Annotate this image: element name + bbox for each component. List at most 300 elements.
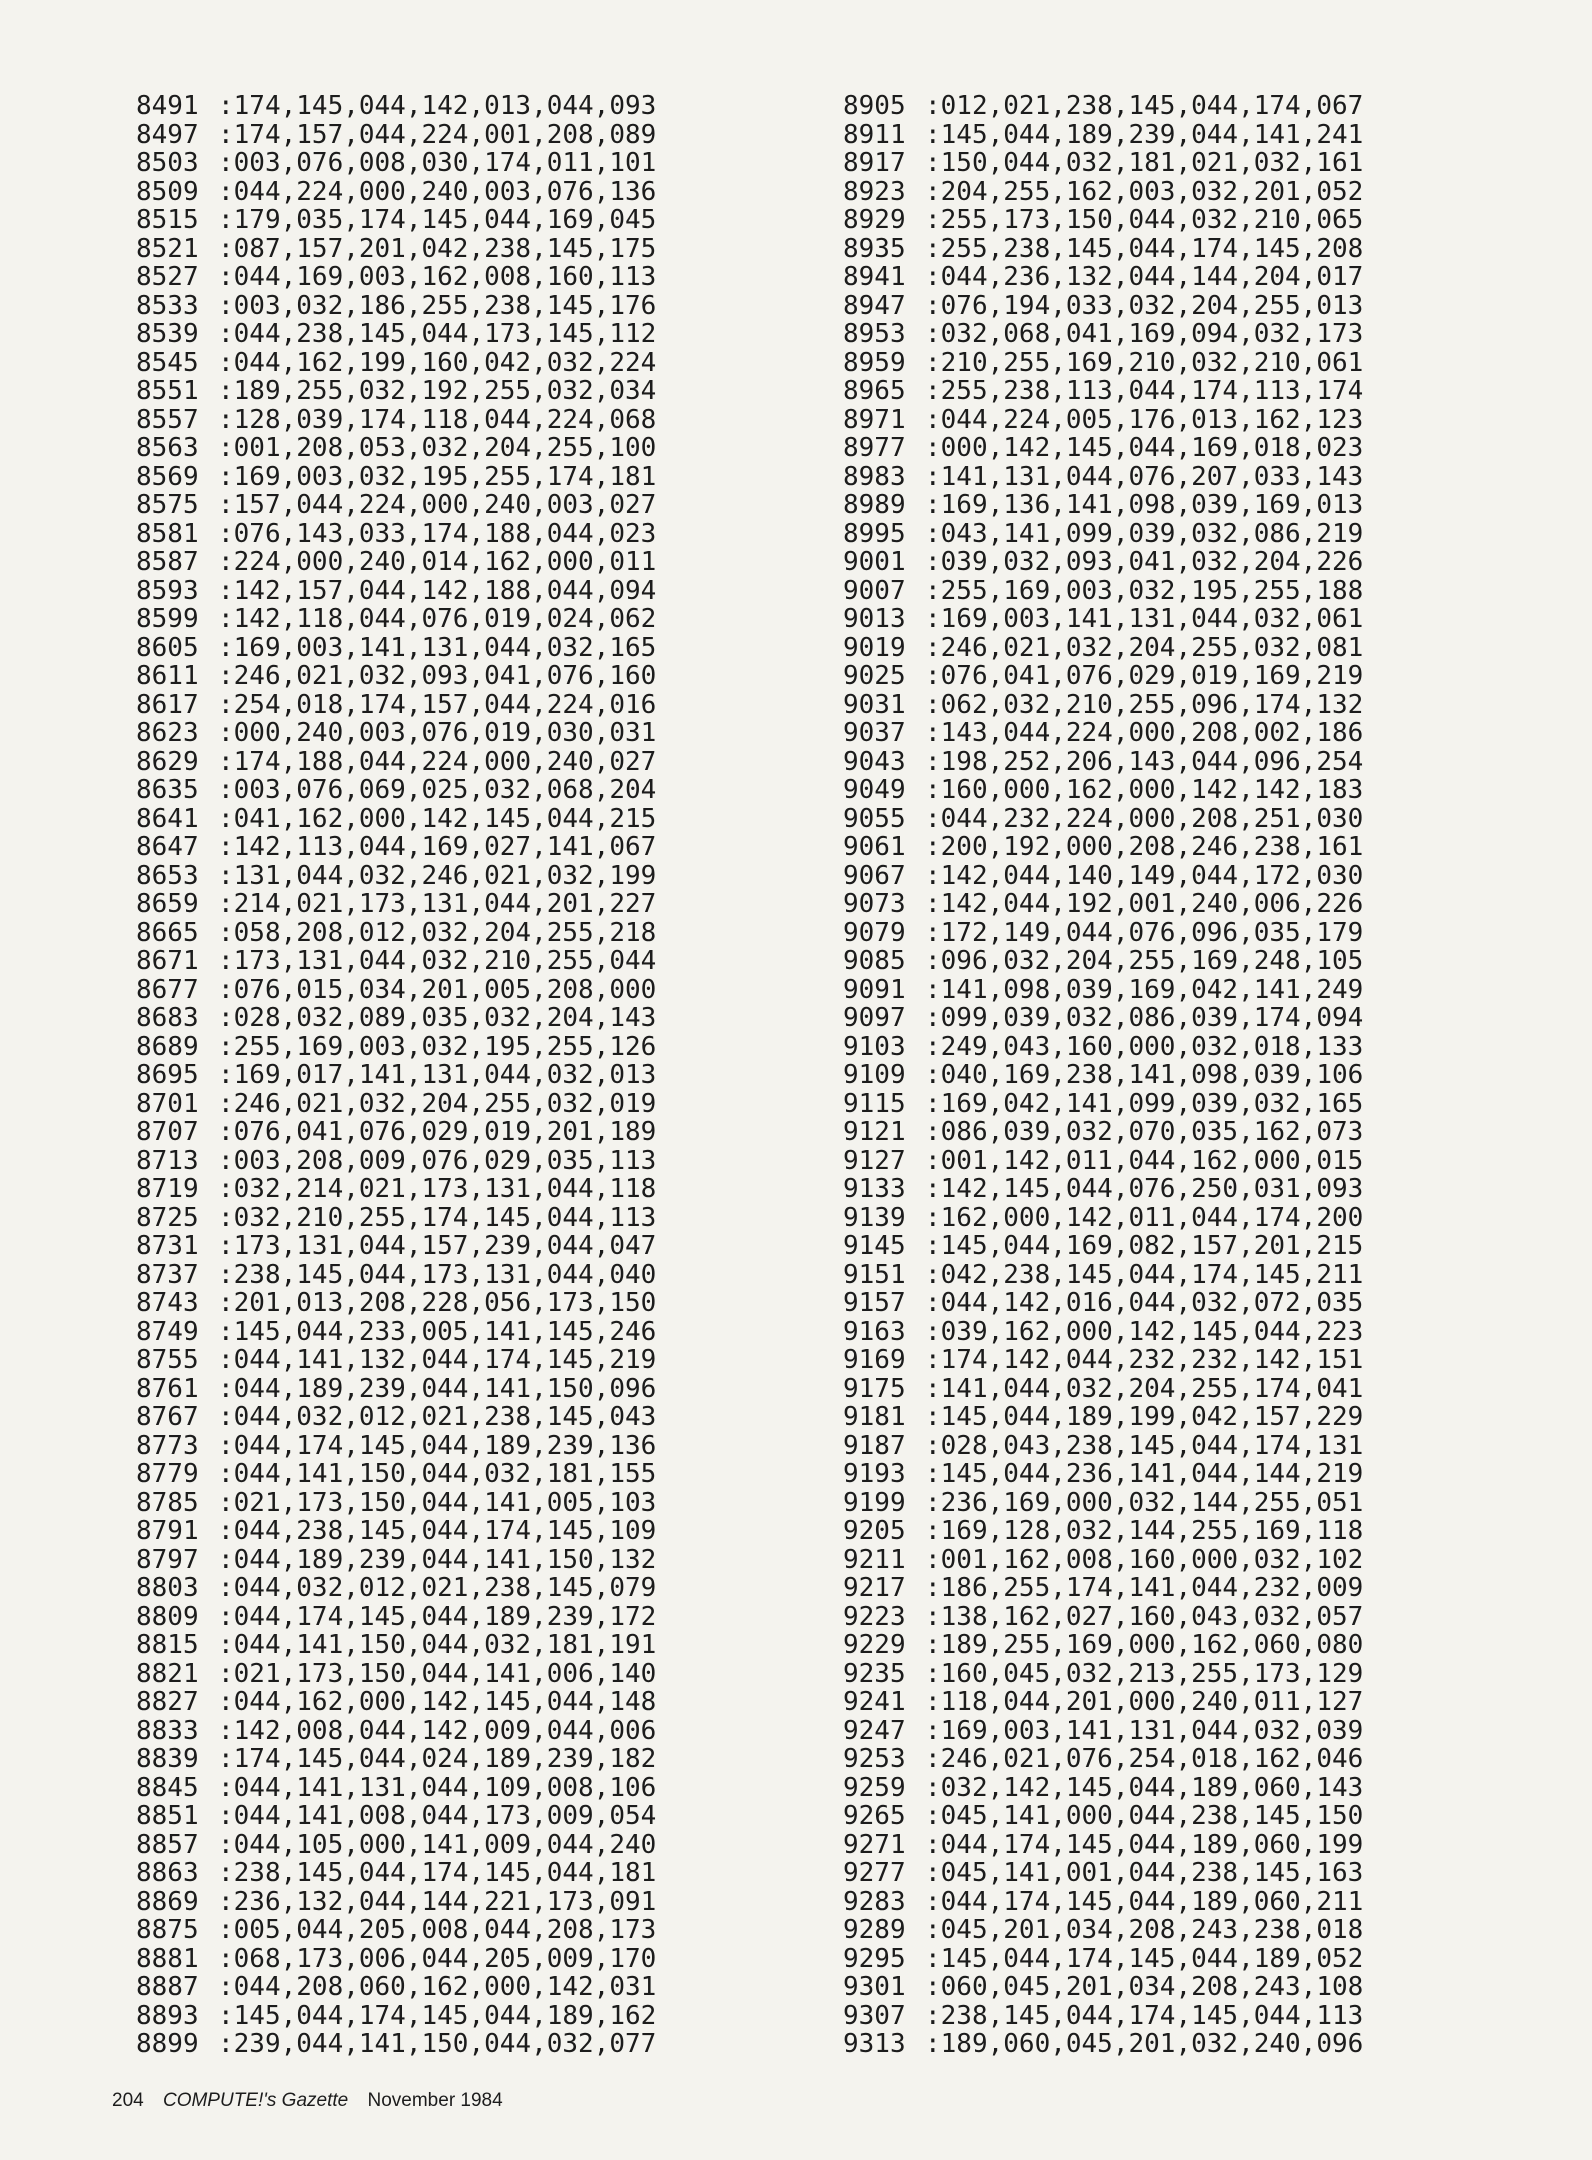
line-number: 8971 [843, 404, 906, 435]
line-number: 8659 [136, 889, 199, 919]
listing-row [843, 1289, 1363, 1318]
data-values: :068,173,006,044,205,009,170 [218, 1943, 657, 1974]
listing-row [136, 1888, 656, 1917]
page-number: 204 [112, 2090, 144, 2111]
listing-row [843, 947, 1363, 976]
data-values: :238,145,044,173,131,044,040 [218, 1259, 657, 1290]
listing-row [136, 1118, 656, 1147]
data-values: :044,141,008,044,173,009,054 [218, 1801, 657, 1831]
data-values: :255,238,145,044,174,145,208 [925, 233, 1364, 264]
data-values: :044,238,145,044,174,145,109 [218, 1516, 657, 1546]
line-number: 8743 [136, 1288, 199, 1318]
data-values: :044,141,131,044,109,008,106 [218, 1772, 657, 1803]
line-number: 9229 [843, 1630, 906, 1660]
data-values: :172,149,044,076,096,035,179 [925, 917, 1364, 948]
line-number: 8677 [136, 974, 199, 1005]
data-values: :254,018,174,157,044,224,016 [218, 689, 657, 720]
line-number: 9187 [843, 1430, 906, 1461]
data-values: :131,044,032,246,021,032,199 [218, 860, 657, 891]
line-number: 8791 [136, 1516, 199, 1546]
line-number: 8905 [843, 91, 906, 121]
listing-row [136, 1090, 656, 1119]
line-number: 8701 [136, 1088, 199, 1119]
line-number: 8587 [136, 547, 199, 577]
listing-row [136, 919, 656, 948]
listing-row [843, 1945, 1363, 1974]
line-number: 8809 [136, 1601, 199, 1632]
line-number: 9217 [843, 1573, 906, 1603]
line-number: 8857 [136, 1829, 199, 1860]
line-number: 9019 [843, 632, 906, 663]
line-number: 8899 [136, 2029, 199, 2059]
line-number: 8527 [136, 262, 199, 292]
line-number: 9181 [843, 1402, 906, 1432]
listing-row [136, 719, 656, 748]
data-values: :142,113,044,169,027,141,067 [218, 832, 657, 862]
data-values: :189,060,045,201,032,240,096 [925, 2029, 1364, 2059]
data-values: :060,045,201,034,208,243,108 [925, 1972, 1364, 2002]
line-number: 8863 [136, 1858, 199, 1888]
listing-row [843, 1546, 1363, 1575]
listing-row [136, 1318, 656, 1347]
data-values: :099,039,032,086,039,174,094 [925, 1003, 1364, 1033]
listing-row [843, 1517, 1363, 1546]
line-number: 8731 [136, 1231, 199, 1261]
data-values: :157,044,224,000,240,003,027 [218, 490, 657, 520]
data-values: :246,021,032,204,255,032,081 [925, 632, 1364, 663]
line-number: 8647 [136, 832, 199, 862]
data-values: :000,240,003,076,019,030,031 [218, 718, 657, 748]
line-number: 9301 [843, 1972, 906, 2002]
data-values: :142,044,140,149,044,172,030 [925, 860, 1364, 891]
listing-row [136, 1774, 656, 1803]
data-values: :141,044,032,204,255,174,041 [925, 1373, 1364, 1404]
data-values: :145,044,189,199,042,157,229 [925, 1402, 1364, 1432]
data-values: :044,174,145,044,189,239,172 [218, 1601, 657, 1632]
data-values: :001,162,008,160,000,032,102 [925, 1544, 1364, 1575]
data-values: :255,169,003,032,195,255,126 [218, 1031, 657, 1062]
data-values: :003,032,186,255,238,145,176 [218, 290, 657, 321]
data-values: :044,174,145,044,189,060,211 [925, 1886, 1364, 1917]
data-values: :169,042,141,099,039,032,165 [925, 1088, 1364, 1119]
line-number: 9133 [843, 1174, 906, 1204]
line-number: 8515 [136, 205, 199, 235]
line-number: 9103 [843, 1031, 906, 1062]
line-number: 9169 [843, 1345, 906, 1375]
data-values: :138,162,027,160,043,032,057 [925, 1601, 1364, 1632]
line-number: 8533 [136, 290, 199, 321]
line-number: 8803 [136, 1573, 199, 1603]
data-values: :141,098,039,169,042,141,249 [925, 974, 1364, 1005]
listing-row [136, 1261, 656, 1290]
listing-row [843, 1403, 1363, 1432]
listing-row [843, 1033, 1363, 1062]
line-number: 9055 [843, 803, 906, 834]
line-number: 8845 [136, 1772, 199, 1803]
line-number: 8695 [136, 1060, 199, 1090]
line-number: 9235 [843, 1658, 906, 1689]
data-values: :032,068,041,169,094,032,173 [925, 319, 1364, 349]
listing-row [136, 1460, 656, 1489]
listing-row [843, 919, 1363, 948]
listing-row [843, 1090, 1363, 1119]
listing-row [136, 548, 656, 577]
data-values: :028,043,238,145,044,174,131 [925, 1430, 1364, 1461]
listing-row [136, 1603, 656, 1632]
line-number: 8989 [843, 490, 906, 520]
line-number: 9277 [843, 1858, 906, 1888]
listing-row [843, 662, 1363, 691]
listing-row [136, 577, 656, 606]
line-number: 8785 [136, 1487, 199, 1518]
data-values: :005,044,205,008,044,208,173 [218, 1915, 657, 1945]
line-number: 9313 [843, 2029, 906, 2059]
listing-row [136, 605, 656, 634]
data-values: :189,255,169,000,162,060,080 [925, 1630, 1364, 1660]
listing-row [136, 377, 656, 406]
data-values: :179,035,174,145,044,169,045 [218, 205, 657, 235]
listing-row [843, 862, 1363, 891]
line-number: 8959 [843, 347, 906, 378]
data-values: :128,039,174,118,044,224,068 [218, 404, 657, 435]
line-number: 9031 [843, 689, 906, 720]
data-values: :214,021,173,131,044,201,227 [218, 889, 657, 919]
data-values: :032,214,021,173,131,044,118 [218, 1174, 657, 1204]
data-values: :003,208,009,076,029,035,113 [218, 1145, 657, 1176]
listing-row [136, 1745, 656, 1774]
line-number: 8815 [136, 1630, 199, 1660]
data-values: :032,210,255,174,145,044,113 [218, 1202, 657, 1233]
line-number: 8611 [136, 661, 199, 691]
listing-row [136, 434, 656, 463]
listing-row [136, 1289, 656, 1318]
listing-row [136, 1717, 656, 1746]
data-values: :210,255,169,210,032,210,061 [925, 347, 1364, 378]
line-number: 8707 [136, 1117, 199, 1147]
data-values: :044,238,145,044,173,145,112 [218, 319, 657, 349]
listing-row [136, 178, 656, 207]
data-values: :142,157,044,142,188,044,094 [218, 575, 657, 606]
listing-row [136, 1916, 656, 1945]
line-number: 9121 [843, 1117, 906, 1147]
listing-row [843, 2030, 1363, 2059]
data-values: :145,044,174,145,044,189,052 [925, 1943, 1364, 1974]
listing-row [136, 1004, 656, 1033]
listing-row [136, 1688, 656, 1717]
listing-row [843, 805, 1363, 834]
line-number: 8917 [843, 148, 906, 178]
data-values: :044,141,150,044,032,181,191 [218, 1630, 657, 1660]
data-values: :173,131,044,157,239,044,047 [218, 1231, 657, 1261]
listing-row [843, 1831, 1363, 1860]
data-values: :043,141,099,039,032,086,219 [925, 518, 1364, 549]
listing-row [136, 833, 656, 862]
listing-row [136, 92, 656, 121]
listing-row [843, 92, 1363, 121]
data-values: :174,157,044,224,001,208,089 [218, 119, 657, 150]
listing-row [136, 805, 656, 834]
listing-row [136, 1517, 656, 1546]
listing-row [136, 1831, 656, 1860]
data-values: :169,136,141,098,039,169,013 [925, 490, 1364, 520]
data-values: :255,173,150,044,032,210,065 [925, 205, 1364, 235]
line-number: 8545 [136, 347, 199, 378]
data-values: :174,145,044,142,013,044,093 [218, 91, 657, 121]
listing-row [136, 1175, 656, 1204]
line-number: 9061 [843, 832, 906, 862]
listing-row [136, 1945, 656, 1974]
line-number: 8551 [136, 376, 199, 406]
line-number: 9109 [843, 1060, 906, 1090]
data-values: :044,032,012,021,238,145,043 [218, 1402, 657, 1432]
listing-row [843, 577, 1363, 606]
line-number: 8635 [136, 775, 199, 805]
line-number: 9073 [843, 889, 906, 919]
line-number: 8491 [136, 91, 199, 121]
listing-row [843, 320, 1363, 349]
data-values: :169,003,141,131,044,032,061 [925, 604, 1364, 634]
listing-row [136, 263, 656, 292]
data-values: :087,157,201,042,238,145,175 [218, 233, 657, 264]
data-values: :039,032,093,041,032,204,226 [925, 547, 1364, 577]
data-values: :044,162,199,160,042,032,224 [218, 347, 657, 378]
listing-row [843, 1574, 1363, 1603]
data-values: :255,238,113,044,174,113,174 [925, 376, 1364, 406]
data-values: :189,255,032,192,255,032,034 [218, 376, 657, 406]
line-number: 8497 [136, 119, 199, 150]
page-footer [112, 2090, 503, 2112]
listing-row [843, 377, 1363, 406]
line-number: 8749 [136, 1316, 199, 1347]
listing-row [136, 292, 656, 321]
line-number: 8761 [136, 1373, 199, 1404]
line-number: 9265 [843, 1801, 906, 1831]
data-values: :044,141,132,044,174,145,219 [218, 1345, 657, 1375]
listing-column-left [136, 92, 656, 2059]
line-number: 8881 [136, 1943, 199, 1974]
data-values: :000,142,145,044,169,018,023 [925, 433, 1364, 463]
listing-row [843, 1175, 1363, 1204]
line-number: 9157 [843, 1288, 906, 1318]
listing-row [843, 178, 1363, 207]
line-number: 9127 [843, 1145, 906, 1176]
line-number: 9307 [843, 2000, 906, 2031]
listing-row [843, 1061, 1363, 1090]
listing-row [136, 1546, 656, 1575]
line-number: 9079 [843, 917, 906, 948]
line-number: 9025 [843, 661, 906, 691]
line-number: 8671 [136, 946, 199, 976]
line-number: 9271 [843, 1829, 906, 1860]
line-number: 9199 [843, 1487, 906, 1518]
data-values: :042,238,145,044,174,145,211 [925, 1259, 1364, 1290]
listing-row [136, 1489, 656, 1518]
line-number: 9007 [843, 575, 906, 606]
line-number: 8641 [136, 803, 199, 834]
listing-row [843, 1460, 1363, 1489]
data-values: :145,044,233,005,141,145,246 [218, 1316, 657, 1347]
line-number: 9145 [843, 1231, 906, 1261]
listing-row [136, 862, 656, 891]
listing-column-right [843, 92, 1363, 2059]
data-values: :169,003,141,131,044,032,165 [218, 632, 657, 663]
data-values: :246,021,032,204,255,032,019 [218, 1088, 657, 1119]
listing-row [136, 121, 656, 150]
data-values: :204,255,162,003,032,201,052 [925, 176, 1364, 207]
line-number: 8557 [136, 404, 199, 435]
line-number: 8593 [136, 575, 199, 606]
listing-row [843, 605, 1363, 634]
data-values: :076,143,033,174,188,044,023 [218, 518, 657, 549]
line-number: 9043 [843, 746, 906, 777]
listing-row [843, 1774, 1363, 1803]
line-number: 9211 [843, 1544, 906, 1575]
data-values: :255,169,003,032,195,255,188 [925, 575, 1364, 606]
line-number: 9085 [843, 946, 906, 976]
line-number: 9037 [843, 718, 906, 748]
listing-row [136, 1204, 656, 1233]
line-number: 8893 [136, 2000, 199, 2031]
line-number: 8965 [843, 376, 906, 406]
line-number: 9205 [843, 1516, 906, 1546]
data-values: :041,162,000,142,145,044,215 [218, 803, 657, 834]
listing-row [136, 1061, 656, 1090]
listing-row [136, 1574, 656, 1603]
data-values: :174,145,044,024,189,239,182 [218, 1744, 657, 1774]
data-values: :044,032,012,021,238,145,079 [218, 1573, 657, 1603]
data-values: :145,044,189,239,044,141,241 [925, 119, 1364, 150]
data-values: :141,131,044,076,207,033,143 [925, 461, 1364, 492]
line-number: 8797 [136, 1544, 199, 1575]
listing-row [136, 1346, 656, 1375]
data-values: :076,041,076,029,019,169,219 [925, 661, 1364, 691]
listing-row [843, 1660, 1363, 1689]
line-number: 8563 [136, 433, 199, 463]
listing-row [843, 634, 1363, 663]
line-number: 8653 [136, 860, 199, 891]
line-number: 8779 [136, 1459, 199, 1489]
listing-row [136, 2030, 656, 2059]
line-number: 8953 [843, 319, 906, 349]
line-number: 8767 [136, 1402, 199, 1432]
data-values: :174,142,044,232,232,142,151 [925, 1345, 1364, 1375]
data-values: :142,044,192,001,240,006,226 [925, 889, 1364, 919]
listing-row [136, 1432, 656, 1461]
magazine-title: COMPUTE!'s Gazette [162, 2090, 349, 2111]
data-values: :169,003,032,195,255,174,181 [218, 461, 657, 492]
line-number: 9259 [843, 1772, 906, 1803]
data-values: :169,128,032,144,255,169,118 [925, 1516, 1364, 1546]
line-number: 8719 [136, 1174, 199, 1204]
listing-row [136, 1802, 656, 1831]
data-values: :032,142,145,044,189,060,143 [925, 1772, 1364, 1803]
data-values: :001,208,053,032,204,255,100 [218, 433, 657, 463]
line-number: 8773 [136, 1430, 199, 1461]
data-values: :044,169,003,162,008,160,113 [218, 262, 657, 292]
line-number: 9115 [843, 1088, 906, 1119]
listing-row [843, 1261, 1363, 1290]
line-number: 8983 [843, 461, 906, 492]
data-values: :021,173,150,044,141,005,103 [218, 1487, 657, 1518]
data-values: :076,194,033,032,204,255,013 [925, 290, 1364, 321]
listing-row [843, 1004, 1363, 1033]
data-values: :044,224,000,240,003,076,136 [218, 176, 657, 207]
line-number: 8581 [136, 518, 199, 549]
line-number: 9013 [843, 604, 906, 634]
line-number: 8929 [843, 205, 906, 235]
listing-row [136, 463, 656, 492]
listing-row [136, 320, 656, 349]
listing-row [843, 1147, 1363, 1176]
data-values: :003,076,069,025,032,068,204 [218, 775, 657, 805]
listing-row [136, 206, 656, 235]
line-number: 8923 [843, 176, 906, 207]
listing-row [136, 1859, 656, 1888]
listing-row [843, 1318, 1363, 1347]
data-values: :001,142,011,044,162,000,015 [925, 1145, 1364, 1176]
issue-date: November 1984 [367, 2090, 503, 2111]
data-values: :039,162,000,142,145,044,223 [925, 1316, 1364, 1347]
data-values: :044,105,000,141,009,044,240 [218, 1829, 657, 1860]
listing-row [843, 1717, 1363, 1746]
line-number: 8911 [843, 119, 906, 150]
listing-row [136, 406, 656, 435]
listing-row [843, 1888, 1363, 1917]
data-values: :224,000,240,014,162,000,011 [218, 547, 657, 577]
data-values: :145,044,169,082,157,201,215 [925, 1231, 1364, 1261]
listing-row [843, 434, 1363, 463]
line-number: 8629 [136, 746, 199, 777]
listing-row [136, 1660, 656, 1689]
line-number: 9241 [843, 1687, 906, 1717]
data-values: :162,000,142,011,044,174,200 [925, 1202, 1364, 1233]
line-number: 8995 [843, 518, 906, 549]
listing-row [136, 1033, 656, 1062]
line-number: 9139 [843, 1202, 906, 1233]
listing-row [843, 976, 1363, 1005]
data-values: :044,236,132,044,144,204,017 [925, 262, 1364, 292]
listing-row [136, 491, 656, 520]
line-number: 8869 [136, 1886, 199, 1917]
listing-row [843, 1346, 1363, 1375]
listing-row [843, 1432, 1363, 1461]
data-values: :058,208,012,032,204,255,218 [218, 917, 657, 948]
line-number: 8503 [136, 148, 199, 178]
data-values: :044,189,239,044,141,150,096 [218, 1373, 657, 1404]
listing-row [843, 463, 1363, 492]
line-number: 8941 [843, 262, 906, 292]
line-number: 8947 [843, 290, 906, 321]
listing-row [136, 1232, 656, 1261]
line-number: 8605 [136, 632, 199, 663]
line-number: 9193 [843, 1459, 906, 1489]
data-values: :249,043,160,000,032,018,133 [925, 1031, 1364, 1062]
listing-row [136, 1631, 656, 1660]
line-number: 8713 [136, 1145, 199, 1176]
line-number: 8875 [136, 1915, 199, 1945]
line-number: 8977 [843, 433, 906, 463]
listing-row [843, 292, 1363, 321]
line-number: 9049 [843, 775, 906, 805]
listing-row [843, 1489, 1363, 1518]
line-number: 8539 [136, 319, 199, 349]
line-number: 8509 [136, 176, 199, 207]
listing-row [843, 833, 1363, 862]
listing-row [843, 719, 1363, 748]
listing-row [843, 776, 1363, 805]
listing-row [843, 1375, 1363, 1404]
listing-row [843, 1745, 1363, 1774]
